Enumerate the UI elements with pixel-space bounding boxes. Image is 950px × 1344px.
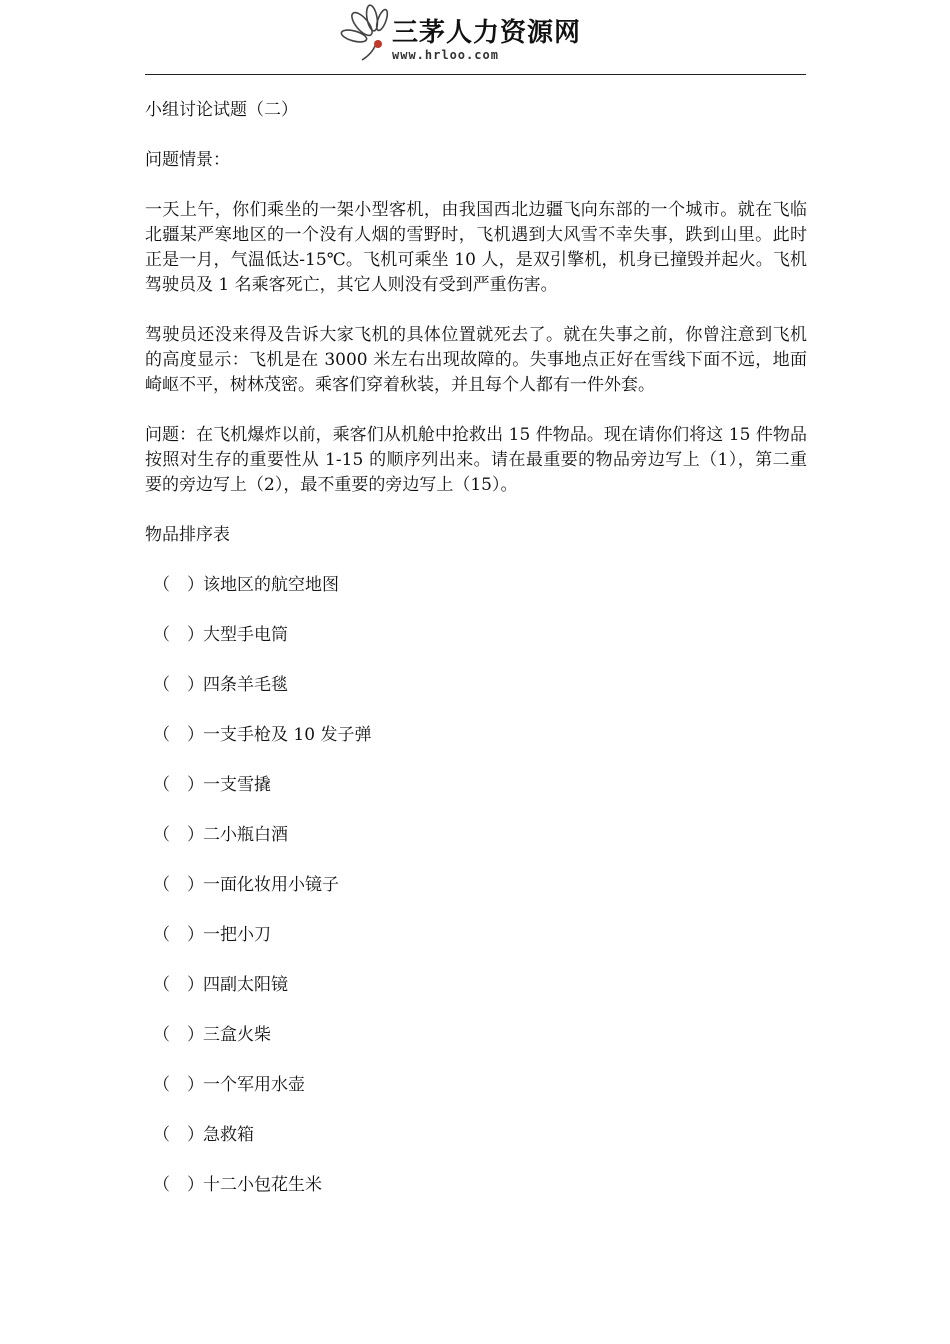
ranking-item-label: 四条羊毛毯 — [203, 675, 288, 695]
ranking-item-label: 急救箱 — [203, 1125, 254, 1145]
ranking-item-list — [145, 573, 807, 1198]
ranking-item — [145, 1023, 807, 1048]
rank-blank[interactable]: （ ） — [153, 975, 204, 995]
ranking-item-label: 该地区的航空地图 — [203, 575, 339, 595]
header-divider — [145, 74, 806, 75]
ranking-item — [145, 973, 807, 998]
rank-blank[interactable]: （ ） — [153, 575, 204, 595]
ranking-item — [145, 873, 807, 898]
rank-blank[interactable]: （ ） — [153, 1125, 204, 1145]
ranking-item — [145, 623, 807, 648]
logo-url: www.hrloo.com — [392, 48, 499, 62]
ranking-item-label: 大型手电筒 — [203, 625, 288, 645]
ranking-item-label: 十二小包花生米 — [203, 1175, 322, 1195]
question-paragraph: 问题：在飞机爆炸以前，乘客们从机舱中抢救出 15 件物品。现在请你们将这 15 件物品按照对生存的重要性从 1-15 的顺序列出来。请在最重要的物品旁边写上（1），第二重要的旁边写上（2），最不重要的旁边写上（15）。 — [145, 425, 807, 495]
rank-blank[interactable]: （ ） — [153, 1075, 204, 1095]
rank-blank[interactable]: （ ） — [153, 875, 204, 895]
rank-blank[interactable]: （ ） — [153, 775, 204, 795]
scenario-paragraph-2: 驾驶员还没来得及告诉大家飞机的具体位置就死去了。就在失事之前，你曾注意到飞机的高度显示：飞机是在 3000 米左右出现故障的。失事地点正好在雪线下面不远，地面崎岖不平，树林茂密。乘客们穿着秋装，并且每个人都有一件外套。 — [145, 325, 807, 395]
ranking-item — [145, 1073, 807, 1098]
ranking-item-label: 四副太阳镜 — [203, 975, 288, 995]
ranking-item — [145, 1173, 807, 1198]
ranking-item — [145, 923, 807, 948]
rank-blank[interactable]: （ ） — [153, 725, 204, 745]
ranking-item — [145, 773, 807, 798]
logo-title: 三茅人力资源网 — [392, 18, 582, 48]
ranking-table-title: 物品排序表 — [145, 525, 230, 545]
ranking-item-label: 二小瓶白酒 — [203, 825, 288, 845]
rank-blank[interactable]: （ ） — [153, 675, 204, 695]
ranking-item-label: 三盒火柴 — [203, 1025, 271, 1045]
document-body — [145, 98, 807, 1223]
scenario-paragraph-1: 一天上午，你们乘坐的一架小型客机，由我国西北边疆飞向东部的一个城市。就在飞临北疆某严寒地区的一个没有人烟的雪野时，飞机遇到大风雪不幸失事，跌到山里。此时正是一月，气温低达-15℃。飞机可乘坐 10 人，是双引擎机，机身已撞毁并起火。飞机驾驶员及 1 名乘客死亡，其它人则没有受到严重伤害。 — [145, 200, 807, 295]
document-title: 小组讨论试题（二） — [145, 100, 298, 120]
ranking-item — [145, 673, 807, 698]
scenario-label: 问题情景： — [145, 150, 230, 170]
ranking-item — [145, 723, 807, 748]
rank-blank[interactable]: （ ） — [153, 1175, 204, 1195]
ranking-item-label: 一支雪撬 — [203, 775, 271, 795]
ranking-item-label: 一个军用水壶 — [203, 1075, 305, 1095]
rank-blank[interactable]: （ ） — [153, 1025, 204, 1045]
rank-blank[interactable]: （ ） — [153, 925, 204, 945]
ranking-item-label: 一支手枪及 10 发子弹 — [203, 725, 372, 745]
rank-blank[interactable]: （ ） — [153, 825, 204, 845]
ranking-item — [145, 823, 807, 848]
page-header — [0, 0, 950, 76]
ranking-item — [145, 573, 807, 598]
ranking-item-label: 一把小刀 — [203, 925, 271, 945]
ranking-item-label: 一面化妆用小镜子 — [203, 875, 339, 895]
rank-blank[interactable]: （ ） — [153, 625, 204, 645]
ranking-item — [145, 1123, 807, 1148]
